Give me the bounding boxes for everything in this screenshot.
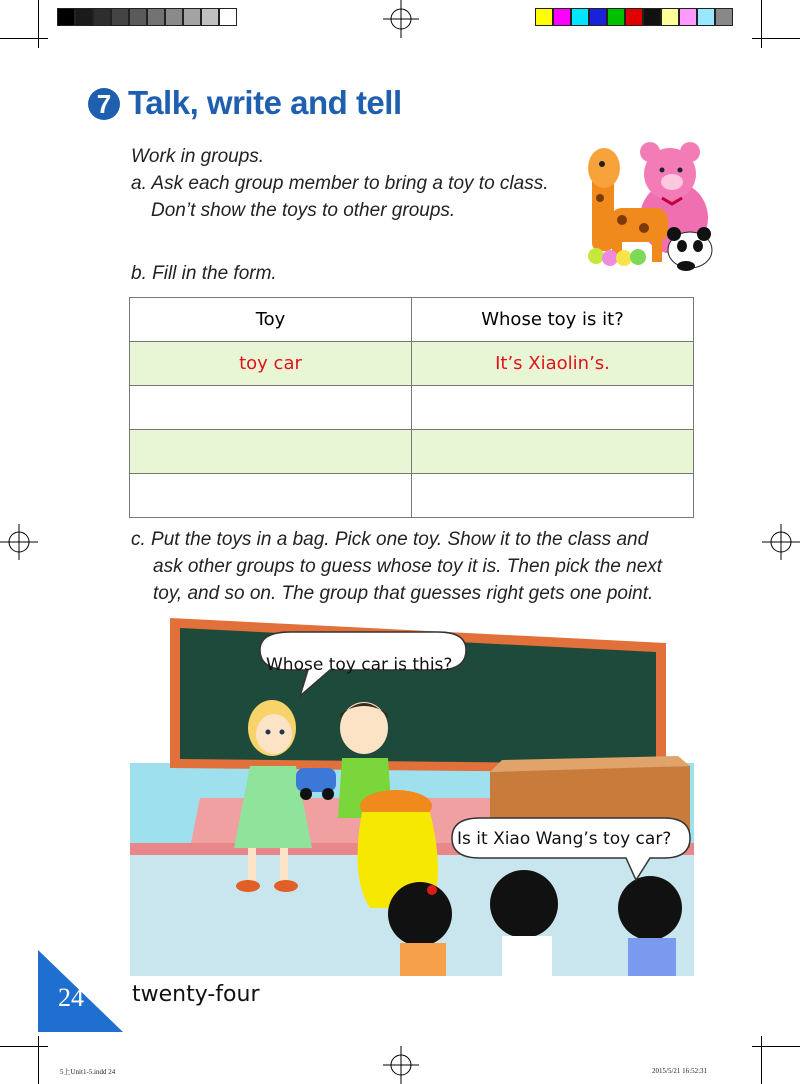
grey-swatch — [201, 8, 219, 26]
print-timestamp: 2015/5/21 16:52:31 — [652, 1067, 708, 1075]
table-row — [130, 474, 694, 518]
grey-swatch — [75, 8, 93, 26]
color-swatch — [625, 8, 643, 26]
grey-swatch — [111, 8, 129, 26]
section-title: Talk, write and tell — [128, 84, 402, 121]
color-swatch — [589, 8, 607, 26]
section-number-badge: 7 — [88, 88, 120, 120]
table-cell-owner[interactable]: It’s Xiaolin’s. — [412, 342, 694, 386]
file-info: 5上Unit1-5.indd 24 — [60, 1068, 116, 1076]
grey-swatch — [219, 8, 237, 26]
table-cell-owner[interactable] — [412, 386, 694, 430]
color-swatch — [697, 8, 715, 26]
table-row — [130, 430, 694, 474]
instruction-c-line1: c. Put the toys in a bag. Pick one toy. Show it to the class and — [131, 529, 649, 550]
table-cell-toy[interactable] — [130, 474, 412, 518]
grey-swatch — [93, 8, 111, 26]
toys-illustration — [582, 138, 717, 273]
table-row — [130, 342, 694, 386]
table-cell-toy[interactable] — [130, 430, 412, 474]
color-calibration-bar — [535, 8, 733, 26]
table-cell-toy[interactable]: toy car — [130, 342, 412, 386]
instruction-b: b. Fill in the form. — [131, 263, 277, 284]
color-swatch — [661, 8, 679, 26]
table-row — [130, 386, 694, 430]
grey-swatch — [57, 8, 75, 26]
color-swatch — [643, 8, 661, 26]
color-swatch — [571, 8, 589, 26]
grey-swatch — [183, 8, 201, 26]
page-number-words: twenty-four — [132, 982, 260, 1007]
table-cell-owner[interactable] — [412, 430, 694, 474]
table-header-row — [130, 298, 694, 342]
toy-ownership-form — [129, 297, 694, 518]
speech-bubble-teacher: Whose toy car is this? — [266, 655, 453, 675]
grayscale-calibration-bar — [57, 8, 237, 26]
header-whose-toy: Whose toy is it? — [412, 298, 694, 342]
registration-mark-right — [760, 522, 800, 562]
header-toy: Toy — [130, 298, 412, 342]
table-cell-toy[interactable] — [130, 386, 412, 430]
grey-swatch — [165, 8, 183, 26]
grey-swatch — [147, 8, 165, 26]
table-cell-owner[interactable] — [412, 474, 694, 518]
speech-bubble-student: Is it Xiao Wang’s toy car? — [457, 829, 672, 849]
instruction-c-line3: toy, and so on. The group that guesses right gets one point. — [153, 583, 654, 604]
color-swatch — [535, 8, 553, 26]
instruction-a-line1: a. Ask each group member to bring a toy to class. — [131, 173, 549, 194]
registration-mark-bottom — [381, 1044, 421, 1084]
color-swatch — [607, 8, 625, 26]
color-swatch — [715, 8, 733, 26]
registration-mark-top — [381, 0, 421, 40]
color-swatch — [679, 8, 697, 26]
page-number: 24 — [58, 983, 84, 1012]
intro-text: Work in groups. — [131, 146, 265, 167]
color-swatch — [553, 8, 571, 26]
registration-mark-left — [0, 522, 40, 562]
grey-swatch — [129, 8, 147, 26]
instruction-a-line2: Don’t show the toys to other groups. — [151, 200, 456, 221]
instruction-c-line2: ask other groups to guess whose toy it is. Then pick the next — [153, 556, 663, 577]
